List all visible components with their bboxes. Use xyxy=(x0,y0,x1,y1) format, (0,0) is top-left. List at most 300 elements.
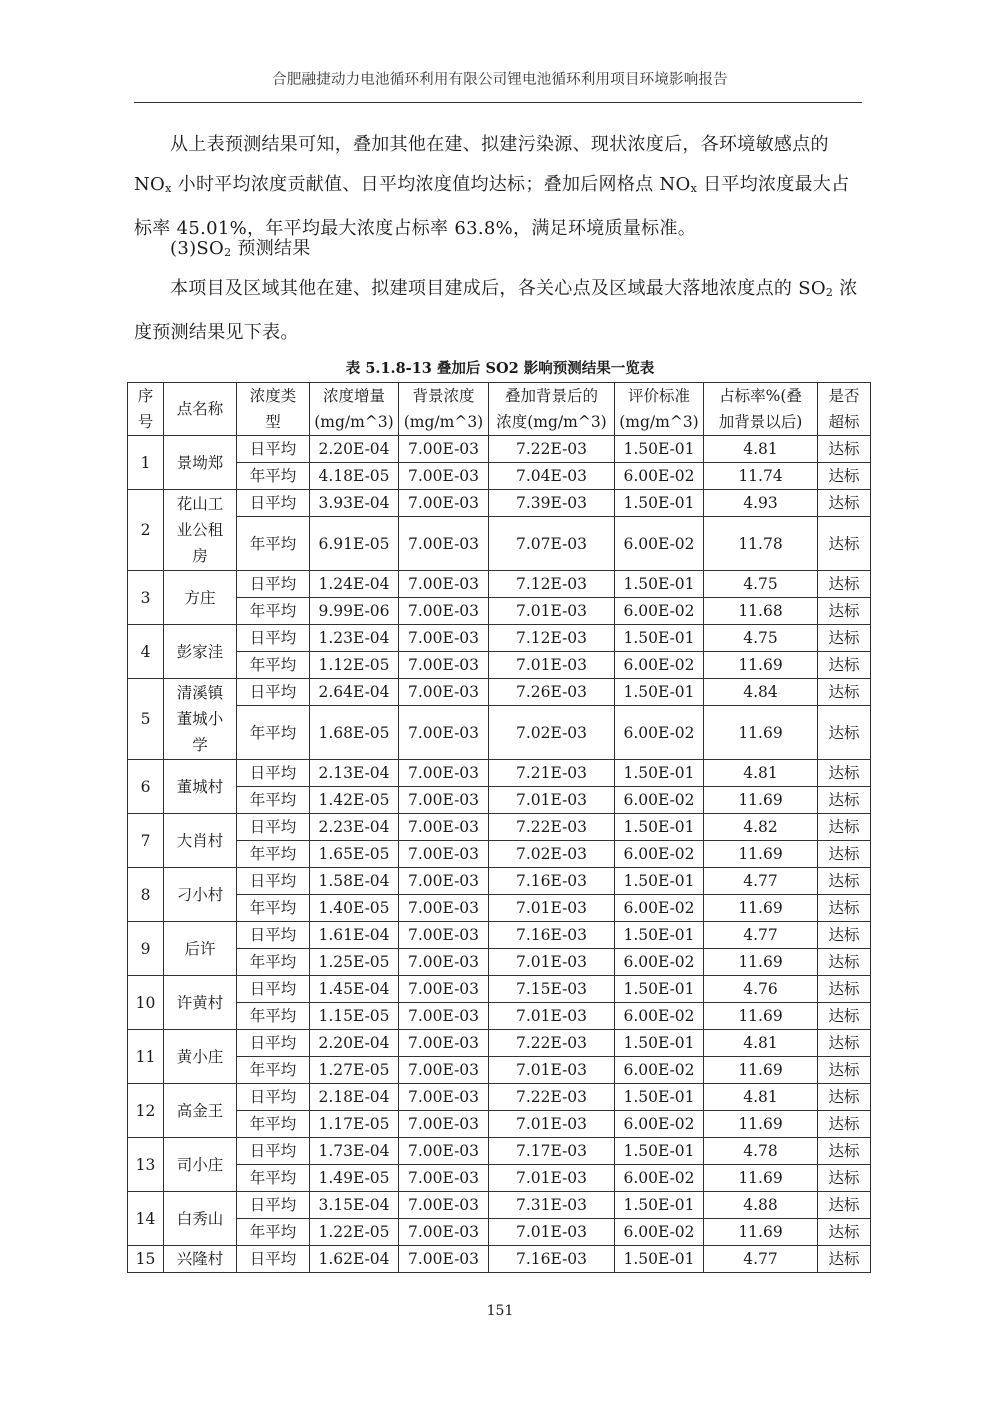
conc-type: 日平均 xyxy=(237,679,310,706)
table-row xyxy=(128,922,871,949)
ratio: 11.69 xyxy=(704,841,818,868)
background: 7.00E-03 xyxy=(399,679,489,706)
point-name-line: 高金王 xyxy=(176,1101,224,1120)
point-name xyxy=(164,625,237,679)
table-caption: 表 5.1.8-13 叠加后 SO2 影响预测结果一览表 xyxy=(345,360,655,377)
increment: 2.23E-04 xyxy=(310,814,399,841)
ratio: 4.81 xyxy=(704,760,818,787)
table-row xyxy=(128,463,871,490)
ratio: 11.69 xyxy=(704,949,818,976)
increment: 2.64E-04 xyxy=(310,679,399,706)
superimposed: 7.21E-03 xyxy=(489,760,615,787)
standard: 6.00E-02 xyxy=(615,1219,704,1246)
table-row xyxy=(128,1111,871,1138)
exceed-status: 达标 xyxy=(818,760,871,787)
increment: 2.20E-04 xyxy=(310,436,399,463)
section-heading-so2 xyxy=(134,229,862,273)
background: 7.00E-03 xyxy=(399,895,489,922)
header-line: 浓度类 xyxy=(249,387,297,405)
so2-results-table xyxy=(127,382,871,1273)
row-number: 3 xyxy=(128,571,164,625)
background: 7.00E-03 xyxy=(399,463,489,490)
background: 7.00E-03 xyxy=(399,490,489,517)
ratio: 4.81 xyxy=(704,436,818,463)
background: 7.00E-03 xyxy=(399,1138,489,1165)
standard: 6.00E-02 xyxy=(615,1003,704,1030)
table-row xyxy=(128,571,871,598)
table-row xyxy=(128,436,871,463)
standard: 6.00E-02 xyxy=(615,1111,704,1138)
conc-type: 年平均 xyxy=(237,1057,310,1084)
superimposed: 7.22E-03 xyxy=(489,814,615,841)
heading-text: (3)SO xyxy=(170,238,225,259)
header-point-name xyxy=(164,383,237,436)
ratio: 4.75 xyxy=(704,571,818,598)
exceed-status: 达标 xyxy=(818,1111,871,1138)
superimposed: 7.01E-03 xyxy=(489,787,615,814)
superimposed: 7.01E-03 xyxy=(489,1057,615,1084)
increment: 2.18E-04 xyxy=(310,1084,399,1111)
point-name-line: 许黄村 xyxy=(176,993,224,1012)
paragraph-text: 本项目及区域其他在建、拟建项目建成后，各关心点及区域最大落地浓度点的 SO xyxy=(170,278,826,299)
header-line: 型 xyxy=(265,413,281,431)
header-line: 序 xyxy=(137,387,154,405)
ratio: 4.76 xyxy=(704,976,818,1003)
header-line: (mg/m^3) xyxy=(403,413,484,431)
row-number: 10 xyxy=(128,976,164,1030)
header-line: (mg/m^3) xyxy=(619,413,699,431)
exceed-status: 达标 xyxy=(818,490,871,517)
point-name-line: 刁小村 xyxy=(176,885,224,904)
row-number: 14 xyxy=(128,1192,164,1246)
background: 7.00E-03 xyxy=(399,571,489,598)
point-name-line: 董城小 xyxy=(176,710,224,728)
conc-type: 年平均 xyxy=(237,1165,310,1192)
superimposed: 7.16E-03 xyxy=(489,868,615,895)
superimposed: 7.16E-03 xyxy=(489,1246,615,1273)
row-number: 11 xyxy=(128,1030,164,1084)
row-number: 9 xyxy=(128,922,164,976)
conc-type: 日平均 xyxy=(237,922,310,949)
background: 7.00E-03 xyxy=(399,1030,489,1057)
conc-type: 日平均 xyxy=(237,436,310,463)
superimposed: 7.22E-03 xyxy=(489,436,615,463)
increment: 1.17E-05 xyxy=(310,1111,399,1138)
background: 7.00E-03 xyxy=(399,706,489,760)
point-name xyxy=(164,490,237,571)
exceed-status: 达标 xyxy=(818,598,871,625)
point-name xyxy=(164,679,237,760)
conc-type: 年平均 xyxy=(237,463,310,490)
background: 7.00E-03 xyxy=(399,1246,489,1273)
exceed-status: 达标 xyxy=(818,1030,871,1057)
point-name xyxy=(164,814,237,868)
superimposed: 7.26E-03 xyxy=(489,679,615,706)
ratio: 11.69 xyxy=(704,895,818,922)
standard: 1.50E-01 xyxy=(615,814,704,841)
header-line: 超标 xyxy=(828,413,860,431)
standard: 1.50E-01 xyxy=(615,760,704,787)
header-line: 号 xyxy=(137,413,154,431)
point-name xyxy=(164,760,237,814)
standard: 1.50E-01 xyxy=(615,976,704,1003)
ratio: 4.81 xyxy=(704,1084,818,1111)
point-name xyxy=(164,922,237,976)
table-row xyxy=(128,949,871,976)
table-row xyxy=(128,1003,871,1030)
point-name-line: 兴隆村 xyxy=(176,1250,224,1268)
heading-text: 预测结果 xyxy=(231,238,311,259)
standard: 6.00E-02 xyxy=(615,652,704,679)
conc-type: 日平均 xyxy=(237,1192,310,1219)
row-number: 7 xyxy=(128,814,164,868)
point-name-line: 白秀山 xyxy=(176,1209,224,1228)
row-number: 15 xyxy=(128,1246,164,1273)
exceed-status: 达标 xyxy=(818,652,871,679)
increment: 1.65E-05 xyxy=(310,841,399,868)
conc-type: 年平均 xyxy=(237,706,310,760)
background: 7.00E-03 xyxy=(399,652,489,679)
point-name-line: 方庄 xyxy=(184,588,216,607)
table-row xyxy=(128,868,871,895)
table-header-row xyxy=(128,383,871,436)
point-name xyxy=(164,868,237,922)
superimposed: 7.17E-03 xyxy=(489,1138,615,1165)
subscript: x xyxy=(690,182,698,195)
exceed-status: 达标 xyxy=(818,814,871,841)
background: 7.00E-03 xyxy=(399,787,489,814)
header-exceed xyxy=(818,383,871,436)
row-number: 13 xyxy=(128,1138,164,1192)
exceed-status: 达标 xyxy=(818,436,871,463)
paragraph-text: 从上表预测结果可知，叠加其他在建、拟建污染源、现状浓度后，各环境敏感点的 NO xyxy=(134,134,829,195)
table-row xyxy=(128,1084,871,1111)
ratio: 11.69 xyxy=(704,1057,818,1084)
ratio: 11.69 xyxy=(704,787,818,814)
header-standard xyxy=(615,383,704,436)
table-row xyxy=(128,1246,871,1273)
exceed-status: 达标 xyxy=(818,1057,871,1084)
superimposed: 7.39E-03 xyxy=(489,490,615,517)
header-superimposed xyxy=(489,383,615,436)
table-row xyxy=(128,598,871,625)
conc-type: 日平均 xyxy=(237,1246,310,1273)
exceed-status: 达标 xyxy=(818,787,871,814)
standard: 1.50E-01 xyxy=(615,490,704,517)
header-ratio xyxy=(704,383,818,436)
superimposed: 7.01E-03 xyxy=(489,1165,615,1192)
table-row xyxy=(128,517,871,571)
conc-type: 年平均 xyxy=(237,949,310,976)
increment: 1.24E-04 xyxy=(310,571,399,598)
point-name-line: 花山工 xyxy=(176,495,224,513)
ratio: 4.77 xyxy=(704,922,818,949)
exceed-status: 达标 xyxy=(818,1219,871,1246)
header-line: 是否 xyxy=(828,387,860,405)
header-increment xyxy=(310,383,399,436)
exceed-status: 达标 xyxy=(818,1246,871,1273)
increment: 3.15E-04 xyxy=(310,1192,399,1219)
ratio: 4.77 xyxy=(704,1246,818,1273)
ratio: 4.93 xyxy=(704,490,818,517)
standard: 1.50E-01 xyxy=(615,1138,704,1165)
conc-type: 日平均 xyxy=(237,1084,310,1111)
exceed-status: 达标 xyxy=(818,625,871,652)
header-line: 浓度增量 xyxy=(322,387,385,405)
background: 7.00E-03 xyxy=(399,1084,489,1111)
table-row xyxy=(128,895,871,922)
exceed-status: 达标 xyxy=(818,517,871,571)
header-line: 占标率%(叠 xyxy=(719,387,802,405)
point-name-line: 景坳郑 xyxy=(176,453,224,472)
ratio: 11.69 xyxy=(704,1165,818,1192)
ratio: 4.82 xyxy=(704,814,818,841)
standard: 6.00E-02 xyxy=(615,463,704,490)
increment: 9.99E-06 xyxy=(310,598,399,625)
superimposed: 7.01E-03 xyxy=(489,1111,615,1138)
background: 7.00E-03 xyxy=(399,598,489,625)
standard: 1.50E-01 xyxy=(615,679,704,706)
superimposed: 7.31E-03 xyxy=(489,1192,615,1219)
exceed-status: 达标 xyxy=(818,1003,871,1030)
increment: 1.45E-04 xyxy=(310,976,399,1003)
exceed-status: 达标 xyxy=(818,679,871,706)
background: 7.00E-03 xyxy=(399,922,489,949)
point-name-line: 业公租 xyxy=(176,521,224,539)
table-row xyxy=(128,1165,871,1192)
point-name xyxy=(164,1030,237,1084)
exceed-status: 达标 xyxy=(818,841,871,868)
increment: 1.58E-04 xyxy=(310,868,399,895)
ratio: 11.69 xyxy=(704,706,818,760)
point-name xyxy=(164,571,237,625)
standard: 6.00E-02 xyxy=(615,949,704,976)
row-number: 6 xyxy=(128,760,164,814)
point-name xyxy=(164,1084,237,1138)
ratio: 4.77 xyxy=(704,868,818,895)
superimposed: 7.01E-03 xyxy=(489,598,615,625)
exceed-status: 达标 xyxy=(818,868,871,895)
subscript: 2 xyxy=(825,286,834,299)
table-row xyxy=(128,706,871,760)
exceed-status: 达标 xyxy=(818,922,871,949)
ratio: 11.68 xyxy=(704,598,818,625)
increment: 1.12E-05 xyxy=(310,652,399,679)
standard: 1.50E-01 xyxy=(615,1030,704,1057)
header-line: 加背景以后) xyxy=(718,413,803,431)
ratio: 4.84 xyxy=(704,679,818,706)
document-header-title: 合肥融捷动力电池循环利用有限公司锂电池循环利用项目环境影响报告 xyxy=(272,72,728,88)
conc-type: 年平均 xyxy=(237,1003,310,1030)
superimposed: 7.15E-03 xyxy=(489,976,615,1003)
point-name xyxy=(164,976,237,1030)
table-row xyxy=(128,814,871,841)
table-row xyxy=(128,1138,871,1165)
table-row xyxy=(128,652,871,679)
standard: 1.50E-01 xyxy=(615,1084,704,1111)
point-name-line: 房 xyxy=(192,547,208,565)
standard: 6.00E-02 xyxy=(615,1057,704,1084)
table-row xyxy=(128,1192,871,1219)
increment: 1.68E-05 xyxy=(310,706,399,760)
exceed-status: 达标 xyxy=(818,1192,871,1219)
point-name xyxy=(164,436,237,490)
conc-type: 年平均 xyxy=(237,787,310,814)
header-divider xyxy=(134,102,862,103)
standard: 6.00E-02 xyxy=(615,706,704,760)
row-number: 1 xyxy=(128,436,164,490)
superimposed: 7.01E-03 xyxy=(489,1003,615,1030)
ratio: 11.78 xyxy=(704,517,818,571)
standard: 6.00E-02 xyxy=(615,517,704,571)
point-name-line: 大肖村 xyxy=(176,831,224,850)
header-no xyxy=(128,383,164,436)
standard: 1.50E-01 xyxy=(615,1246,704,1273)
ratio: 11.69 xyxy=(704,1219,818,1246)
increment: 1.27E-05 xyxy=(310,1057,399,1084)
standard: 6.00E-02 xyxy=(615,598,704,625)
row-number: 4 xyxy=(128,625,164,679)
table-row xyxy=(128,1030,871,1057)
superimposed: 7.01E-03 xyxy=(489,652,615,679)
increment: 2.20E-04 xyxy=(310,1030,399,1057)
point-name xyxy=(164,1138,237,1192)
table-row xyxy=(128,1057,871,1084)
subscript: 2 xyxy=(224,246,232,259)
exceed-status: 达标 xyxy=(818,1138,871,1165)
standard: 6.00E-02 xyxy=(615,787,704,814)
increment: 1.42E-05 xyxy=(310,787,399,814)
background: 7.00E-03 xyxy=(399,814,489,841)
header-line: 浓度(mg/m^3) xyxy=(496,413,607,431)
header-line: 叠加背景后的 xyxy=(504,387,598,405)
conc-type: 日平均 xyxy=(237,1030,310,1057)
superimposed: 7.22E-03 xyxy=(489,1030,615,1057)
ratio: 11.69 xyxy=(704,1111,818,1138)
conc-type: 日平均 xyxy=(237,571,310,598)
point-name-line: 后许 xyxy=(184,939,216,958)
standard: 1.50E-01 xyxy=(615,436,704,463)
table-row xyxy=(128,841,871,868)
row-number: 2 xyxy=(128,490,164,571)
conc-type: 日平均 xyxy=(237,490,310,517)
table-row xyxy=(128,760,871,787)
background: 7.00E-03 xyxy=(399,517,489,571)
superimposed: 7.02E-03 xyxy=(489,706,615,760)
conc-type: 年平均 xyxy=(237,652,310,679)
superimposed: 7.01E-03 xyxy=(489,949,615,976)
increment: 1.15E-05 xyxy=(310,1003,399,1030)
ratio: 11.69 xyxy=(704,1003,818,1030)
increment: 1.40E-05 xyxy=(310,895,399,922)
conc-type: 日平均 xyxy=(237,814,310,841)
increment: 4.18E-05 xyxy=(310,463,399,490)
ratio: 4.75 xyxy=(704,625,818,652)
conc-type: 年平均 xyxy=(237,598,310,625)
table-row xyxy=(128,1219,871,1246)
ratio: 4.81 xyxy=(704,1030,818,1057)
increment: 1.61E-04 xyxy=(310,922,399,949)
superimposed: 7.12E-03 xyxy=(489,625,615,652)
header-line: 评价标准 xyxy=(627,387,690,405)
paragraph-so2-intro xyxy=(134,269,862,353)
paragraph-text: 日平均浓度最大占标率 45.01%，年平均最大浓度占标率 63.8%，满足环境质量标准。 xyxy=(134,174,850,239)
ratio: 11.74 xyxy=(704,463,818,490)
point-name-line: 学 xyxy=(192,736,208,754)
standard: 1.50E-01 xyxy=(615,922,704,949)
superimposed: 7.01E-03 xyxy=(489,895,615,922)
ratio: 11.69 xyxy=(704,652,818,679)
superimposed: 7.01E-03 xyxy=(489,1219,615,1246)
paragraph-text: 小时平均浓度贡献值、日平均浓度值均达标；叠加后网格点 NO xyxy=(171,174,691,195)
superimposed: 7.22E-03 xyxy=(489,1084,615,1111)
table-row xyxy=(128,976,871,1003)
superimposed: 7.07E-03 xyxy=(489,517,615,571)
superimposed: 7.02E-03 xyxy=(489,841,615,868)
background: 7.00E-03 xyxy=(399,976,489,1003)
increment: 1.23E-04 xyxy=(310,625,399,652)
background: 7.00E-03 xyxy=(399,1003,489,1030)
background: 7.00E-03 xyxy=(399,949,489,976)
superimposed: 7.04E-03 xyxy=(489,463,615,490)
conc-type: 日平均 xyxy=(237,625,310,652)
exceed-status: 达标 xyxy=(818,463,871,490)
conc-type: 日平均 xyxy=(237,760,310,787)
standard: 1.50E-01 xyxy=(615,625,704,652)
point-name-line: 彭家洼 xyxy=(176,642,224,661)
conc-type: 年平均 xyxy=(237,895,310,922)
standard: 6.00E-02 xyxy=(615,841,704,868)
increment: 1.73E-04 xyxy=(310,1138,399,1165)
header-conc-type xyxy=(237,383,310,436)
header-line: 点名称 xyxy=(176,400,224,418)
conc-type: 日平均 xyxy=(237,1138,310,1165)
table-row xyxy=(128,490,871,517)
background: 7.00E-03 xyxy=(399,1219,489,1246)
standard: 1.50E-01 xyxy=(615,571,704,598)
exceed-status: 达标 xyxy=(818,1165,871,1192)
conc-type: 年平均 xyxy=(237,1111,310,1138)
exceed-status: 达标 xyxy=(818,895,871,922)
background: 7.00E-03 xyxy=(399,1192,489,1219)
background: 7.00E-03 xyxy=(399,1165,489,1192)
background: 7.00E-03 xyxy=(399,841,489,868)
table-row xyxy=(128,625,871,652)
increment: 6.91E-05 xyxy=(310,517,399,571)
point-name-line: 清溪镇 xyxy=(176,684,224,702)
standard: 6.00E-02 xyxy=(615,895,704,922)
background: 7.00E-03 xyxy=(399,625,489,652)
ratio: 4.88 xyxy=(704,1192,818,1219)
row-number: 8 xyxy=(128,868,164,922)
row-number: 5 xyxy=(128,679,164,760)
header-background xyxy=(399,383,489,436)
paragraph-text: 浓度预测结果见下表。 xyxy=(134,278,858,343)
page-number: 151 xyxy=(486,1303,514,1319)
increment: 1.25E-05 xyxy=(310,949,399,976)
conc-type: 年平均 xyxy=(237,517,310,571)
table-row xyxy=(128,787,871,814)
exceed-status: 达标 xyxy=(818,976,871,1003)
increment: 3.93E-04 xyxy=(310,490,399,517)
background: 7.00E-03 xyxy=(399,1111,489,1138)
point-name xyxy=(164,1192,237,1246)
conc-type: 日平均 xyxy=(237,976,310,1003)
background: 7.00E-03 xyxy=(399,868,489,895)
header-line: (mg/m^3) xyxy=(314,413,394,431)
superimposed: 7.16E-03 xyxy=(489,922,615,949)
exceed-status: 达标 xyxy=(818,571,871,598)
